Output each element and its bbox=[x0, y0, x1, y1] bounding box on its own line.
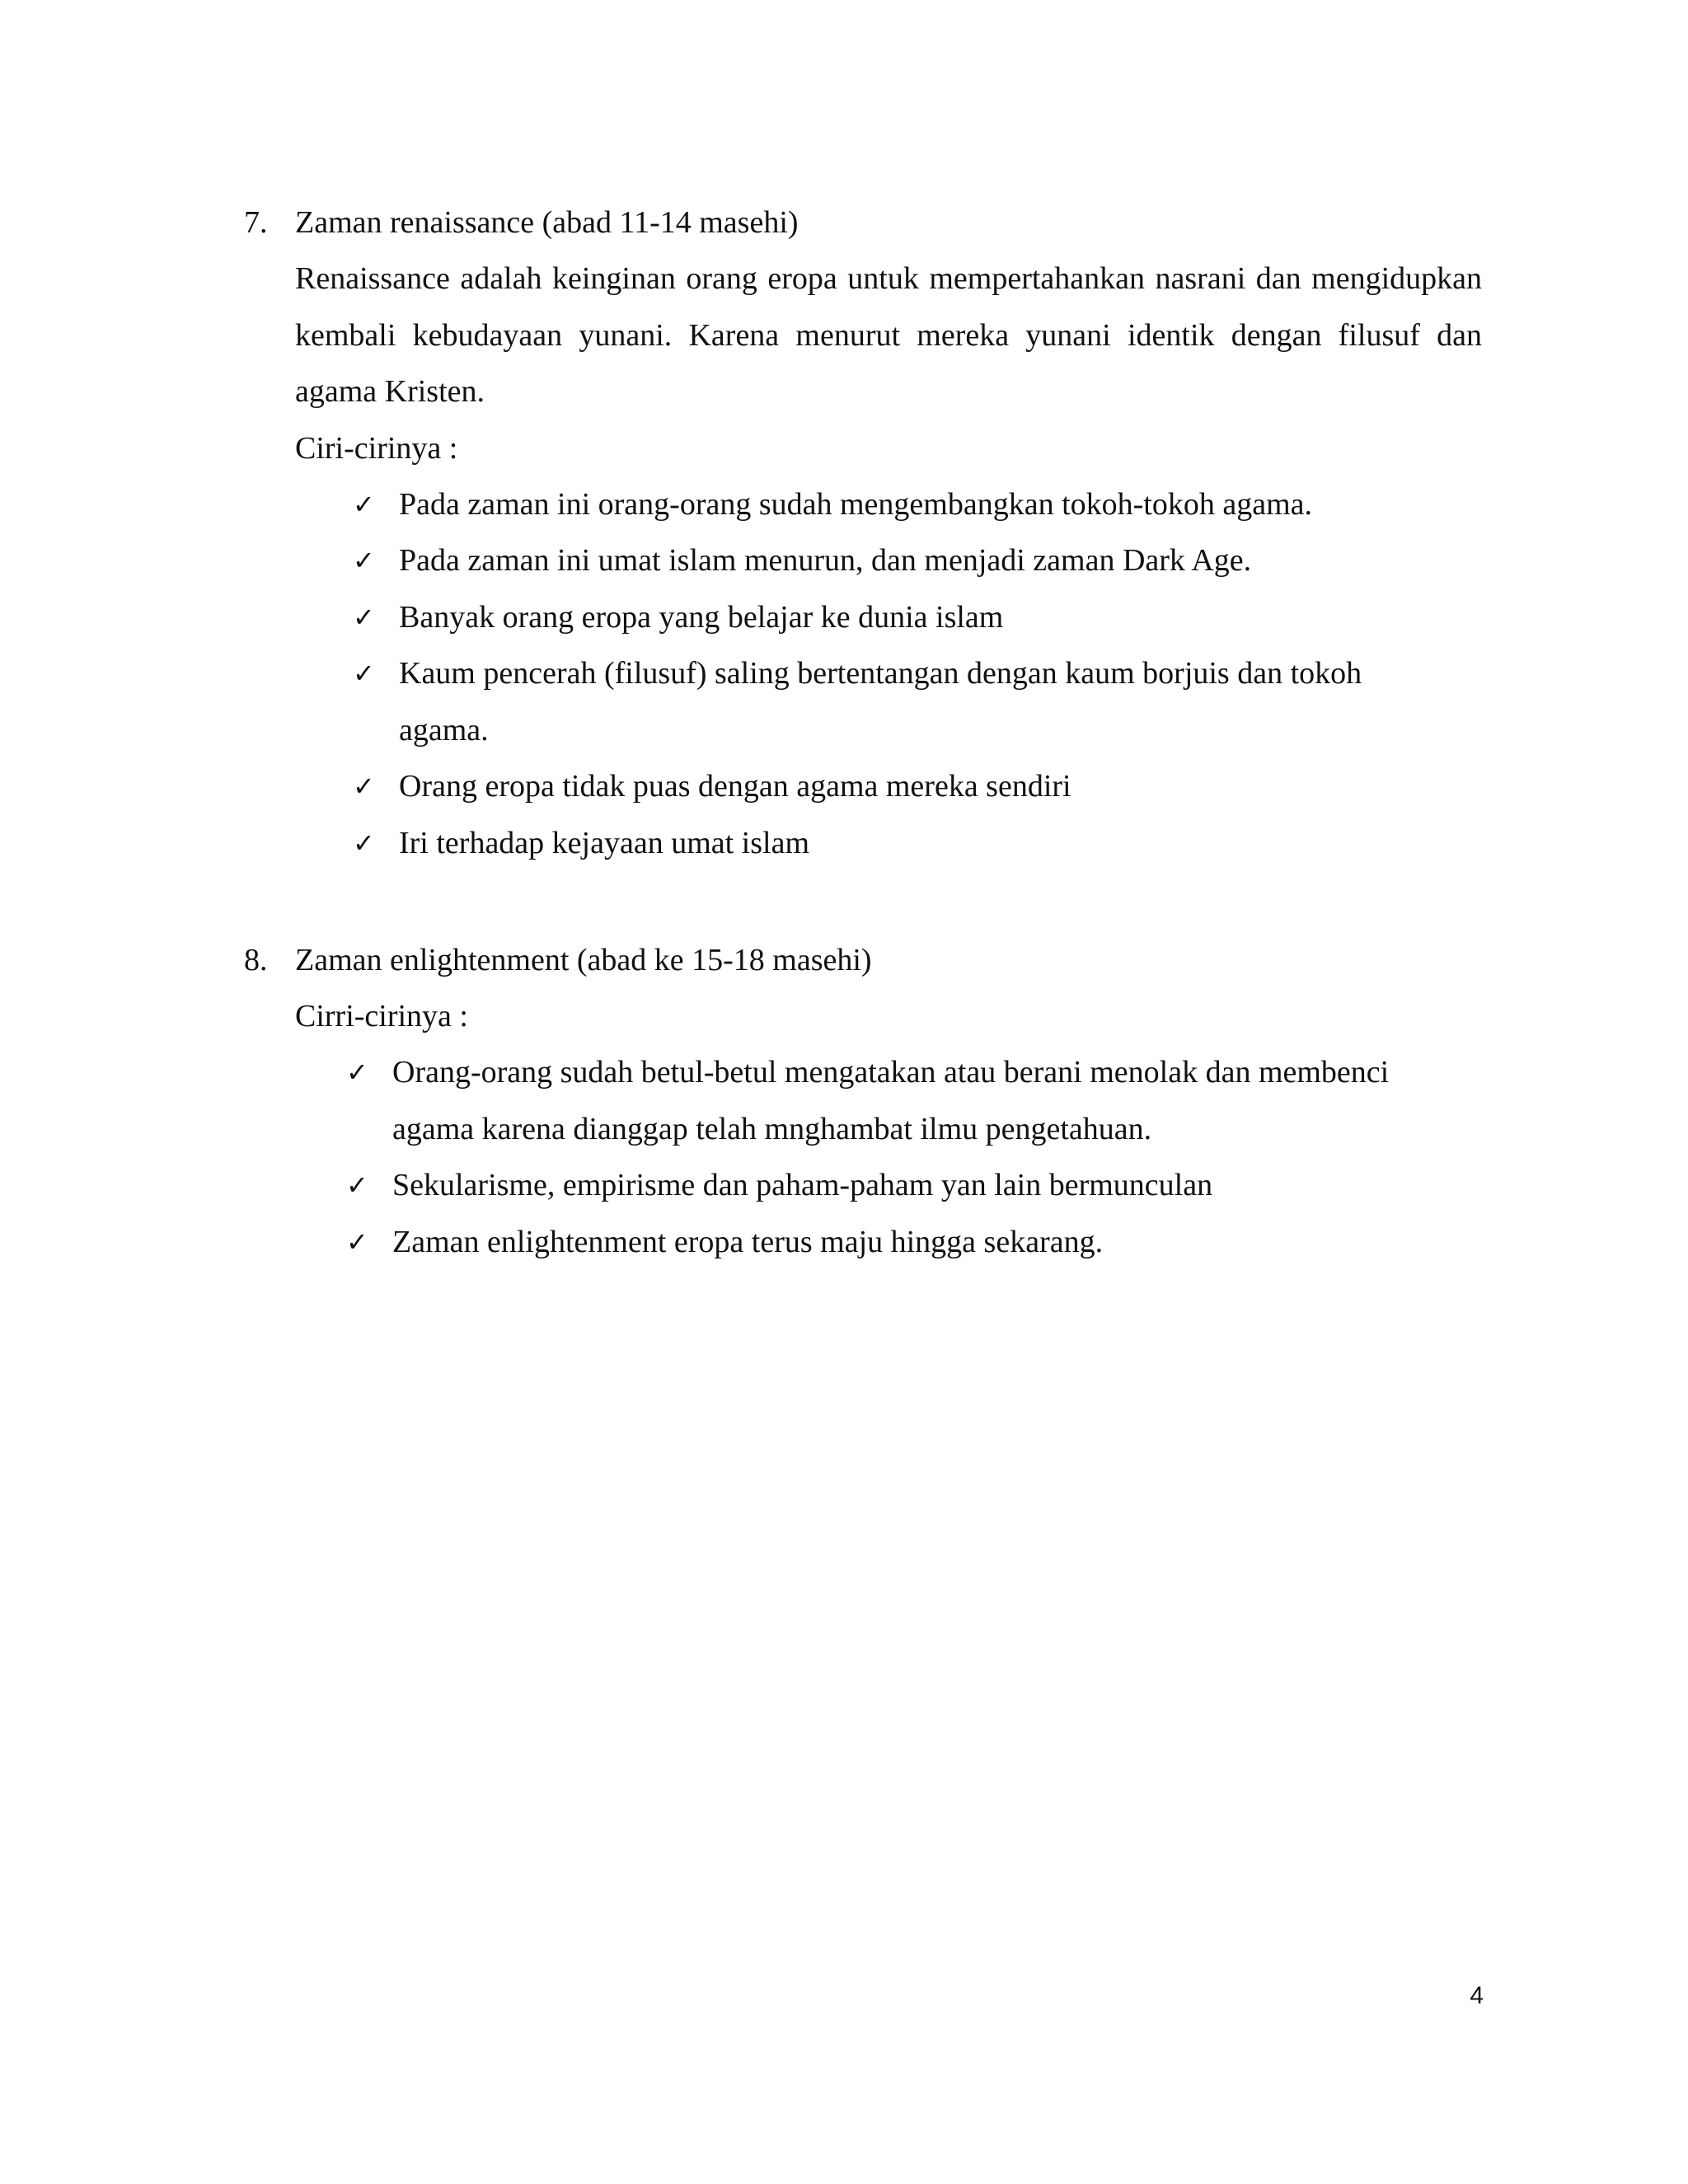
checkmark-icon: ✓ bbox=[353, 601, 375, 633]
checklist-item bbox=[244, 476, 1437, 533]
checklist-item bbox=[244, 645, 1437, 758]
section-paragraph: Renaissance adalah keinginan orang eropa untuk mempertahankan nasrani dan mengidupkan kembali kebudayaan yunani. Karena menurut mereka yunani identik dengan filusuf dan agama Kristen. bbox=[295, 261, 1482, 409]
checklist-item bbox=[244, 1157, 1447, 1214]
checkmark-icon: ✓ bbox=[346, 1169, 368, 1201]
checkmark-icon: ✓ bbox=[346, 1226, 368, 1258]
section-heading bbox=[244, 194, 1480, 251]
features-checklist bbox=[244, 1044, 1480, 1270]
checklist-item-text: Pada zaman ini orang-orang sudah mengembangkan tokoh-tokoh agama. bbox=[399, 486, 1312, 522]
checkmark-icon: ✓ bbox=[353, 545, 375, 576]
checklist-item-text: Pada zaman ini umat islam menurun, dan menjadi zaman Dark Age. bbox=[399, 543, 1252, 578]
checklist-item-text: Kaum pencerah (filusuf) saling bertentangan dengan kaum borjuis dan tokoh agama. bbox=[399, 656, 1362, 748]
features-label: Cirri-cirinya : bbox=[295, 999, 468, 1033]
checklist-item-text: Iri terhadap kejayaan umat islam bbox=[399, 825, 810, 860]
checklist-item bbox=[244, 532, 1437, 589]
section-renaissance bbox=[244, 194, 1480, 871]
checklist-item-text: Banyak orang eropa yang belajar ke dunia islam bbox=[399, 599, 1004, 635]
checklist-item bbox=[244, 815, 1437, 872]
checkmark-icon: ✓ bbox=[353, 658, 375, 689]
checklist-item bbox=[244, 1214, 1447, 1271]
checklist-item bbox=[244, 1044, 1447, 1157]
section-heading bbox=[244, 932, 1480, 988]
checkmark-icon: ✓ bbox=[353, 488, 375, 520]
section-number: 8. bbox=[244, 943, 268, 977]
checklist-item-text: Orang-orang sudah betul-betul mengatakan atau berani menolak dan membenci agama karena dianggap telah mnghambat ilmu pengetahuan. bbox=[392, 1055, 1390, 1146]
section-title: Zaman enlightenment (abad ke 15-18 masehi) bbox=[295, 943, 872, 977]
checkmark-icon: ✓ bbox=[353, 771, 375, 802]
section-title: Zaman renaissance (abad 11-14 masehi) bbox=[295, 205, 799, 240]
checklist-item-text: Sekularisme, empirisme dan paham-paham yan lain bermunculan bbox=[392, 1168, 1213, 1202]
checklist-item bbox=[244, 758, 1437, 815]
checklist-item-text: Orang eropa tidak puas dengan agama mereka sendiri bbox=[399, 769, 1071, 804]
checkmark-icon: ✓ bbox=[353, 827, 375, 859]
checklist-item-text: Zaman enlightenment eropa terus maju hingga sekarang. bbox=[392, 1224, 1104, 1259]
checklist-item bbox=[244, 589, 1437, 646]
page-number: 4 bbox=[1470, 1982, 1484, 2009]
features-checklist bbox=[244, 476, 1480, 872]
checkmark-icon: ✓ bbox=[346, 1057, 368, 1088]
section-number: 7. bbox=[244, 205, 268, 240]
features-label: Ciri-cirinya : bbox=[295, 430, 458, 466]
section-enlightenment bbox=[244, 932, 1480, 1270]
